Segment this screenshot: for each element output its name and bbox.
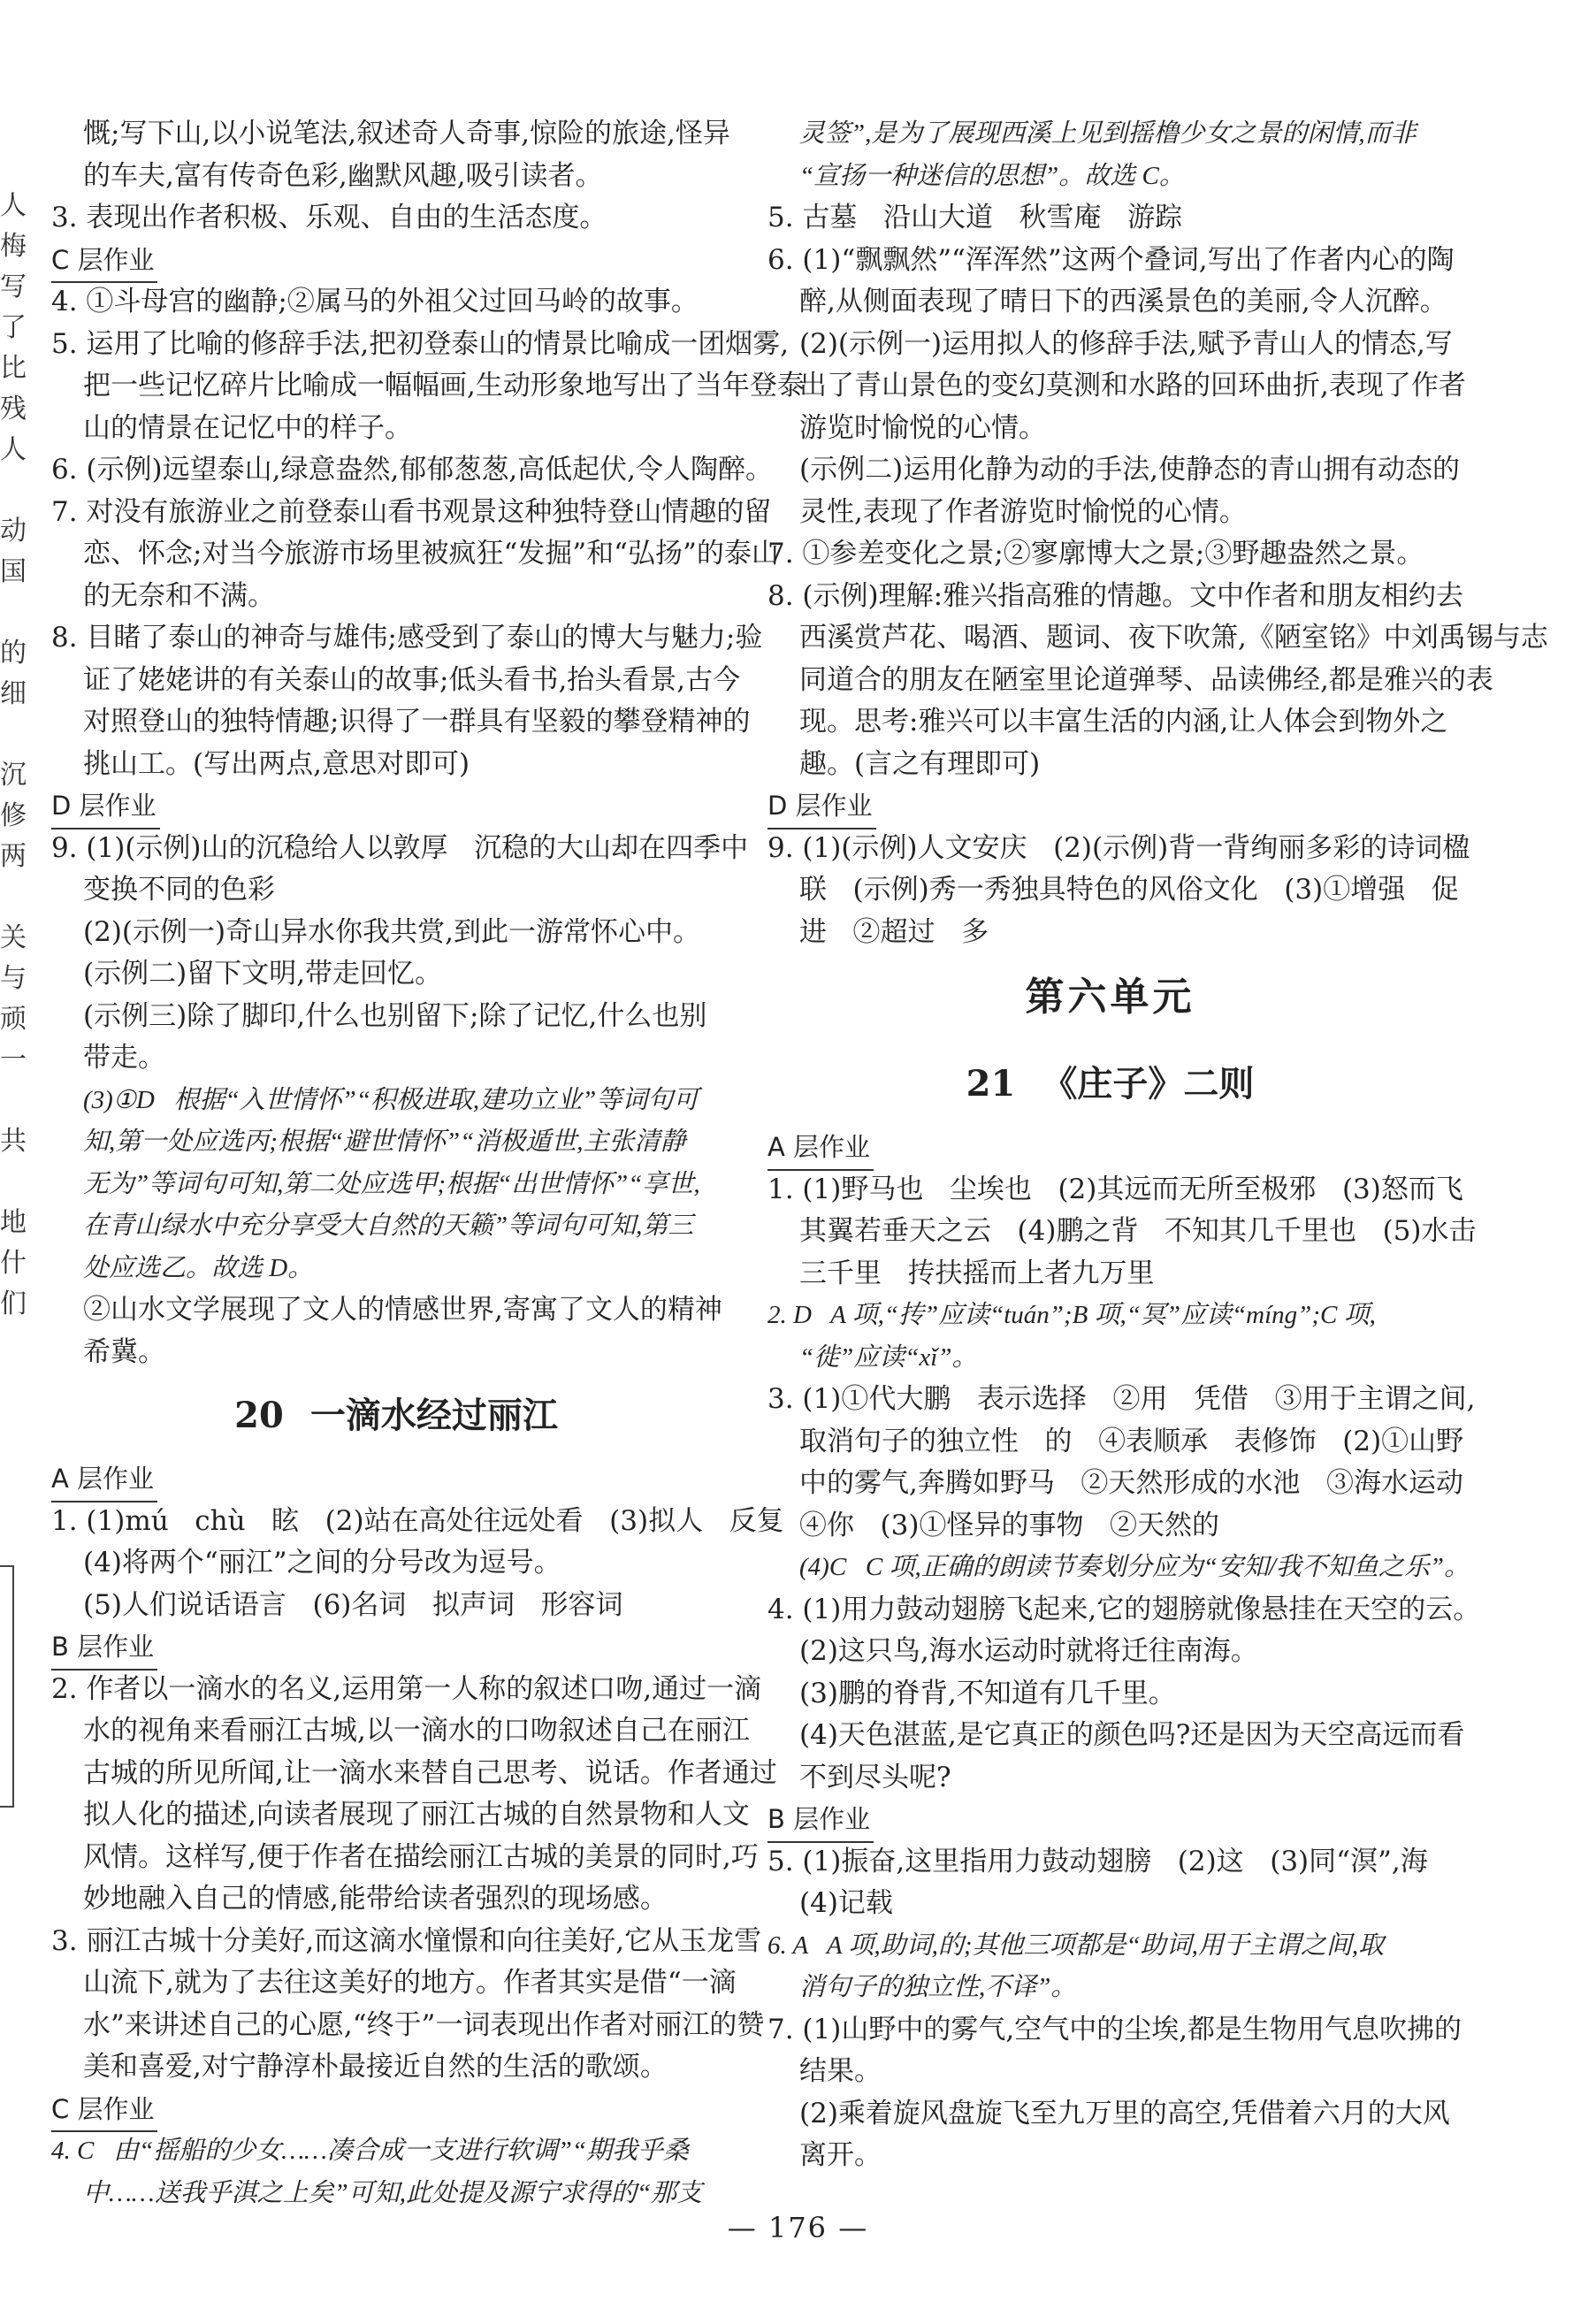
- left-margin-box-fragment: [0, 1565, 14, 1808]
- answer-line: 对照登山的独特情趣;识得了一群具有坚毅的攀登精神的: [83, 706, 751, 738]
- edge-char: [0, 1162, 28, 1203]
- answer-line: 妙地融入自己的情感,能带给读者强烈的现场感。: [83, 1883, 668, 1915]
- answer-line: 5. 古墓 沿山大道 秋雪庵 游踪: [767, 202, 1183, 233]
- answer-line: 游览时愉悦的心情。: [799, 411, 1046, 444]
- answer-line: 4. (1)用力鼓动翅膀飞起来,它的翅膀就像悬挂在天空的云。: [767, 1593, 1481, 1625]
- answer-line: 3. (1)①代大鹏 表示选择 ②用 凭借 ③用于主谓之间,: [767, 1383, 1476, 1415]
- section-heading: A 层作业: [767, 1127, 874, 1171]
- answer-line: 山的情景在记忆中的样子。: [83, 411, 412, 444]
- edge-char: [0, 470, 28, 511]
- answer-line: 9. (1)(示例)山的沉稳给人以敦厚 沉稳的大山却在四季中: [51, 831, 749, 864]
- edge-char: 人: [0, 434, 27, 465]
- edge-char: 动: [0, 516, 27, 547]
- answer-explanation-line: 处应选乙。故选 D。: [83, 1253, 314, 1282]
- lesson-number: 20: [234, 1395, 284, 1436]
- answer-line: 6. (1)“飘飘然”“浑浑然”这两个叠词,写出了作者内心的陶: [767, 243, 1455, 276]
- lesson-number: 21: [966, 1063, 1016, 1105]
- answer-line: 5. 运用了比喻的修辞手法,把初登泰山的情景比喻成一团烟雾,: [51, 327, 790, 360]
- answer-line: 风情。这样写,便于作者在描绘丽江古城的美景的同时,巧: [83, 1840, 759, 1873]
- answer-line: 联 (示例)秀一秀独具特色的风俗文化 (3)①增强 促: [799, 874, 1459, 906]
- answer-line: 慨;写下山,以小说笔法,叙述奇人奇事,惊险的旅途,怪异: [83, 118, 730, 149]
- answer-line: (2)(示例一)奇山异水你我共赏,到此一游常怀心中。: [83, 915, 700, 948]
- answer-line: (4)天色湛蓝,是它真正的颜色吗?还是因为天空高远而看: [799, 1719, 1465, 1751]
- answer-explanation-line: 4. C 由“摇船的少女……凑合成一支进行软调”“期我乎桑: [51, 2137, 690, 2165]
- answer-line: 4. ①斗母宫的幽静;②属马的外祖父过回马岭的故事。: [51, 286, 699, 317]
- answer-line: 7. (1)山野中的雾气,空气中的尘埃,都是生物用气息吹拂的: [767, 2013, 1462, 2045]
- answer-line: 7. 对没有旅游业之前登泰山看书观景这种独特登山情趣的留: [51, 495, 772, 528]
- answer-line: 现。思考:雅兴可以丰富生活的内涵,让人体会到物外之: [799, 706, 1448, 738]
- answer-line: 5. (1)振奋,这里指用力鼓动翅膀 (2)这 (3)同“溟”,海: [767, 1845, 1428, 1877]
- answer-line: (示例二)留下文明,带走回忆。: [83, 958, 443, 990]
- answer-explanation-line: (3)①D 根据“入世情怀”“积极进取,建功立业”等词句可: [83, 1085, 699, 1114]
- answer-line: 进 ②超过 多: [799, 915, 989, 948]
- edge-char: 地: [0, 1207, 27, 1238]
- answer-line: (3)鹏的脊背,不知道有几千里。: [799, 1677, 1176, 1709]
- section-heading: C 层作业: [51, 2089, 157, 2133]
- edge-char: 关: [0, 922, 27, 953]
- edge-char: 比: [0, 353, 27, 384]
- answer-line: 其翼若垂天之云 (4)鹏之背 不知其几千里也 (5)水击: [799, 1215, 1477, 1247]
- edge-char: [0, 593, 28, 633]
- right-column: [767, 113, 1548, 2177]
- edge-char: 顽: [0, 1004, 27, 1035]
- answer-line: (示例三)除了脚印,什么也别留下;除了记忆,什么也别: [83, 999, 707, 1032]
- edge-char: 梅: [0, 231, 27, 262]
- unit-title: 第六单元: [1025, 975, 1195, 1020]
- answer-line: 趣。(言之有理即可): [799, 747, 1041, 780]
- edge-char: 两: [0, 841, 27, 872]
- answer-line: 9. (1)(示例)人文安庆 (2)(示例)背一背绚丽多彩的诗词楹: [767, 831, 1470, 864]
- answer-line: 变换不同的色彩: [83, 874, 275, 906]
- answer-line: 古城的所见所闻,让一滴水来替自己思考、说话。作者通过: [83, 1756, 777, 1789]
- answer-line: (4)将两个“丽江”之间的分号改为逗号。: [83, 1547, 561, 1579]
- answer-line: 取消句子的独立性 的 ④表顺承 表修饰 (2)①山野: [799, 1425, 1464, 1457]
- answer-line: (4)记载: [799, 1887, 893, 1919]
- answer-line: (2)乘着旋风盘旋飞至九万里的高空,凭借着六月的大风: [799, 2097, 1450, 2129]
- answer-explanation-line: 6. A A 项,助词,的;其他三项都是“助词,用于主谓之间,取: [767, 1931, 1385, 1960]
- edge-char: 人: [0, 190, 27, 221]
- lesson-title: [51, 1373, 741, 1458]
- page-number: — 176 —: [727, 2211, 869, 2244]
- section-heading: A 层作业: [51, 1458, 157, 1502]
- section-heading: B 层作业: [51, 1626, 157, 1671]
- answer-explanation-line: “徙”应读“xǐ”。: [799, 1342, 978, 1372]
- answer-line: 同道合的朋友在陋室里论道弹琴、品读佛经,都是雅兴的表: [799, 663, 1493, 696]
- left-margin-edge-text: [0, 186, 28, 1325]
- edge-char: 了: [0, 312, 27, 343]
- edge-char: 国: [0, 556, 27, 587]
- answer-line: 不到尽头呢?: [799, 1761, 951, 1793]
- answer-line: 带走。: [83, 1042, 165, 1074]
- edge-char: 共: [0, 1126, 27, 1157]
- answer-explanation-line: 知,第一处应选丙;根据“避世情怀”“消极遁世,主张清静: [83, 1128, 686, 1156]
- answer-line: 结果。: [799, 2055, 882, 2087]
- answer-line: 1. (1)野马也 尘埃也 (2)其远而无所至极邪 (3)怒而飞: [767, 1173, 1463, 1205]
- answer-line: 山流下,就为了去往这美好的地方。作者其实是借“一滴: [83, 1967, 737, 1999]
- answer-explanation-line: (4)C C 项,正确的朗读节奏划分应为“安知/我不知鱼之乐”。: [799, 1553, 1470, 1581]
- answer-line: 三千里 抟扶摇而上者九万里: [799, 1257, 1155, 1289]
- edge-char: 与: [0, 963, 27, 994]
- answer-line: 把一些记忆碎片比喻成一幅幅画,生动形象地写出了当年登泰: [83, 370, 805, 401]
- answer-line: (2)这只鸟,海水运动时就将迁往南海。: [799, 1635, 1258, 1667]
- edge-char: 一: [0, 1044, 27, 1075]
- lesson-name: 一滴水经过丽江: [309, 1395, 558, 1436]
- answer-line: 美和喜爱,对宁静淳朴最接近自然的生活的歌颂。: [83, 2051, 668, 2083]
- answer-line: 7. ①参差变化之景;②寥廓博大之景;③野趣盎然之景。: [767, 538, 1424, 570]
- answer-line: 的无奈和不满。: [83, 579, 275, 612]
- answer-line: 离开。: [799, 2139, 882, 2171]
- answer-line: (5)人们说话语言 (6)名词 拟声词 形容词: [83, 1588, 623, 1621]
- answer-line: 醉,从侧面表现了晴日下的西溪景色的美丽,令人沉醉。: [799, 286, 1447, 317]
- answer-explanation-line: 中……送我乎淇之上矣”可知,此处提及源宁求得的“那支: [83, 2178, 703, 2207]
- edge-char: 修: [0, 800, 27, 831]
- answer-explanation-line: 无为”等词句可知,第二处应选甲;根据“出世情怀”“享世,: [83, 1169, 700, 1198]
- answer-explanation-line: 2. D A 项,“抟”应读“tuán”;B 项,“冥”应读“míng”;C 项,: [767, 1301, 1376, 1329]
- answer-line: 2. 作者以一滴水的名义,运用第一人称的叙述口吻,通过一滴: [51, 1672, 762, 1705]
- answer-line: (示例二)运用化静为动的手法,使静态的青山拥有动态的: [799, 454, 1461, 486]
- answer-line: 希冀。: [83, 1335, 165, 1368]
- answer-line: 1. (1)mú chù 眩 (2)站在高处往远处看 (3)拟人 反复: [51, 1504, 784, 1537]
- answer-line: 挑山工。(写出两点,意思对即可): [83, 747, 470, 780]
- edge-char: 细: [0, 678, 27, 709]
- answer-line: ②山水文学展现了文人的情感世界,寄寓了文人的精神: [83, 1294, 722, 1326]
- section-heading: D 层作业: [51, 785, 160, 830]
- edge-char: 的: [0, 638, 27, 669]
- answer-line: 证了姥姥讲的有关泰山的故事;低头看书,抬头看景,古今: [83, 663, 741, 696]
- answer-explanation-line: “宣扬一种迷信的思想”。故选 C。: [799, 161, 1185, 190]
- answer-line: 拟人化的描述,向读者展现了丽江古城的自然景物和人文: [83, 1799, 750, 1831]
- edge-char: 沉: [0, 760, 27, 791]
- section-heading: B 层作业: [767, 1799, 874, 1843]
- answer-line: (2)(示例一)运用拟人的修辞手法,赋予青山人的情态,写: [799, 327, 1453, 360]
- answer-line: 水”来讲述自己的心愿,“终于”一词表现出作者对丽江的赞: [83, 2008, 765, 2041]
- answer-line: 8. 目睹了泰山的神奇与雄伟;感受到了泰山的博大与魅力;验: [51, 622, 763, 654]
- edge-char: [0, 877, 28, 918]
- section-heading: C 层作业: [51, 240, 157, 284]
- edge-char: [0, 1081, 28, 1121]
- answer-explanation-line: 消句子的独立性,不译”。: [799, 1973, 1077, 2001]
- answer-line: 8. (示例)理解:雅兴指高雅的情趣。文中作者和朋友相约去: [767, 579, 1464, 612]
- answer-line: 3. 丽江古城十分美好,而这滴水憧憬和向往美好,它从玉龙雪: [51, 1924, 762, 1957]
- lesson-title: [767, 1042, 1453, 1127]
- edge-char: 残: [0, 394, 27, 424]
- answer-line: 的车夫,富有传奇色彩,幽默风趣,吸引读者。: [83, 159, 603, 192]
- answer-line: 西溪赏芦花、喝酒、题词、夜下吹箫,《陋室铭》中刘禹锡与志: [799, 622, 1548, 654]
- answer-line: 水的视角来看丽江古城,以一滴水的口吻叙述自己在丽江: [83, 1715, 750, 1747]
- edge-char: 什: [0, 1248, 27, 1279]
- answer-line: 中的雾气,奔腾如野马 ②天然形成的水池 ③海水运动: [799, 1467, 1463, 1499]
- edge-char: 们: [0, 1288, 27, 1319]
- lesson-name: 《庄子》二则: [1042, 1063, 1255, 1105]
- answer-line: 3. 表现出作者积极、乐观、自由的生活态度。: [51, 202, 607, 233]
- answer-line: 出了青山景色的变幻莫测和水路的回环曲折,表现了作者: [799, 370, 1466, 401]
- answer-explanation-line: 灵签”,是为了展现西溪上见到摇橹少女之景的闲情,而非: [799, 119, 1417, 148]
- section-heading: D 层作业: [767, 785, 876, 830]
- edge-char: 写: [0, 271, 27, 302]
- answer-line: 灵性,表现了作者游览时愉悦的心情。: [799, 495, 1247, 528]
- answer-line: ④你 (3)①怪异的事物 ②天然的: [799, 1509, 1220, 1541]
- answer-explanation-line: 在青山绿水中充分享受大自然的天籁”等词句可知,第三: [83, 1212, 694, 1240]
- edge-char: [0, 715, 28, 755]
- left-column: [51, 113, 805, 2214]
- answer-line: 恋、怀念;对当今旅游市场里被疯狂“发掘”和“弘扬”的泰山: [83, 538, 779, 570]
- answer-line: 6. (示例)远望泰山,绿意盎然,郁郁葱葱,高低起伏,令人陶醉。: [51, 454, 774, 486]
